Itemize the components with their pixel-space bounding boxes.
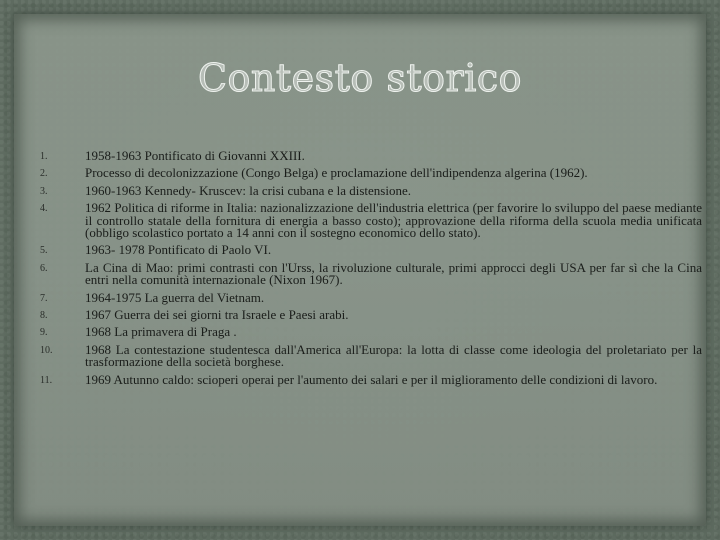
list-item [40,259,704,288]
list-item [40,202,704,239]
item-text: 1968 La contestazione studentesca dall'America all'Europa: la lotta di classe come ideologia del proletariato per la trasformazione della società borghese. [85,341,702,370]
list-item [40,341,704,370]
item-text: 1964-1975 La guerra del Vietnam. [85,289,265,305]
list-item [40,326,704,338]
list-item [40,150,704,162]
item-number: 5. [40,245,48,257]
item-number: 11. [40,374,53,386]
item-number: 4. [40,203,48,215]
item-text: Processo di decolonizzazione (Congo Belga) e proclamazione dell'indipendenza algerina (1962). [85,165,588,181]
item-text: 1967 Guerra dei sei giorni tra Israele e Paesi arabi. [85,307,349,323]
item-text: 1968 La primavera di Praga . [85,324,237,340]
item-number: 7. [40,292,48,304]
list-item [40,182,704,198]
item-number: 6. [40,262,48,274]
item-text: 1958-1963 Pontificato di Giovanni XXIII. [85,148,305,163]
item-text: 1960-1963 Kennedy- Kruscev: la crisi cubana e la distensione. [85,182,411,198]
item-number: 9. [40,327,48,339]
slide-title: Contesto storico [197,56,523,100]
list-item [40,244,704,256]
list-item [40,289,704,305]
list-item [40,309,704,321]
list-item [40,371,704,387]
item-number: 8. [40,310,48,322]
item-text: 1969 Autunno caldo: scioperi operai per l'aumento dei salari e per il miglioramento delle condizioni di lavoro. [85,371,658,387]
event-list [40,150,704,391]
item-number: 2. [40,168,48,180]
item-number: 1. [40,151,48,162]
item-text: La Cina di Mao: primi contrasti con l'Urss, la rivoluzione culturale, primi approcci degli USA per far sì che la Cina entri nella comunità internazionale (Nixon 1967). [85,259,702,288]
item-number: 3. [40,185,48,197]
item-text: 1962 Politica di riforme in Italia: nazionalizzazione dell'industria elettrica (per favorire lo sviluppo del paese mediante il controllo statale della fornitura di energia a basso costo); approvazione della riforma della scuola media unificata (obbligo scolastico portato a 14 anni con il sostegno economico dello stato). [85,200,702,241]
item-text: 1963- 1978 Pontificato di Paolo VI. [85,242,272,258]
item-number: 10. [40,344,53,356]
list-item [40,167,704,179]
